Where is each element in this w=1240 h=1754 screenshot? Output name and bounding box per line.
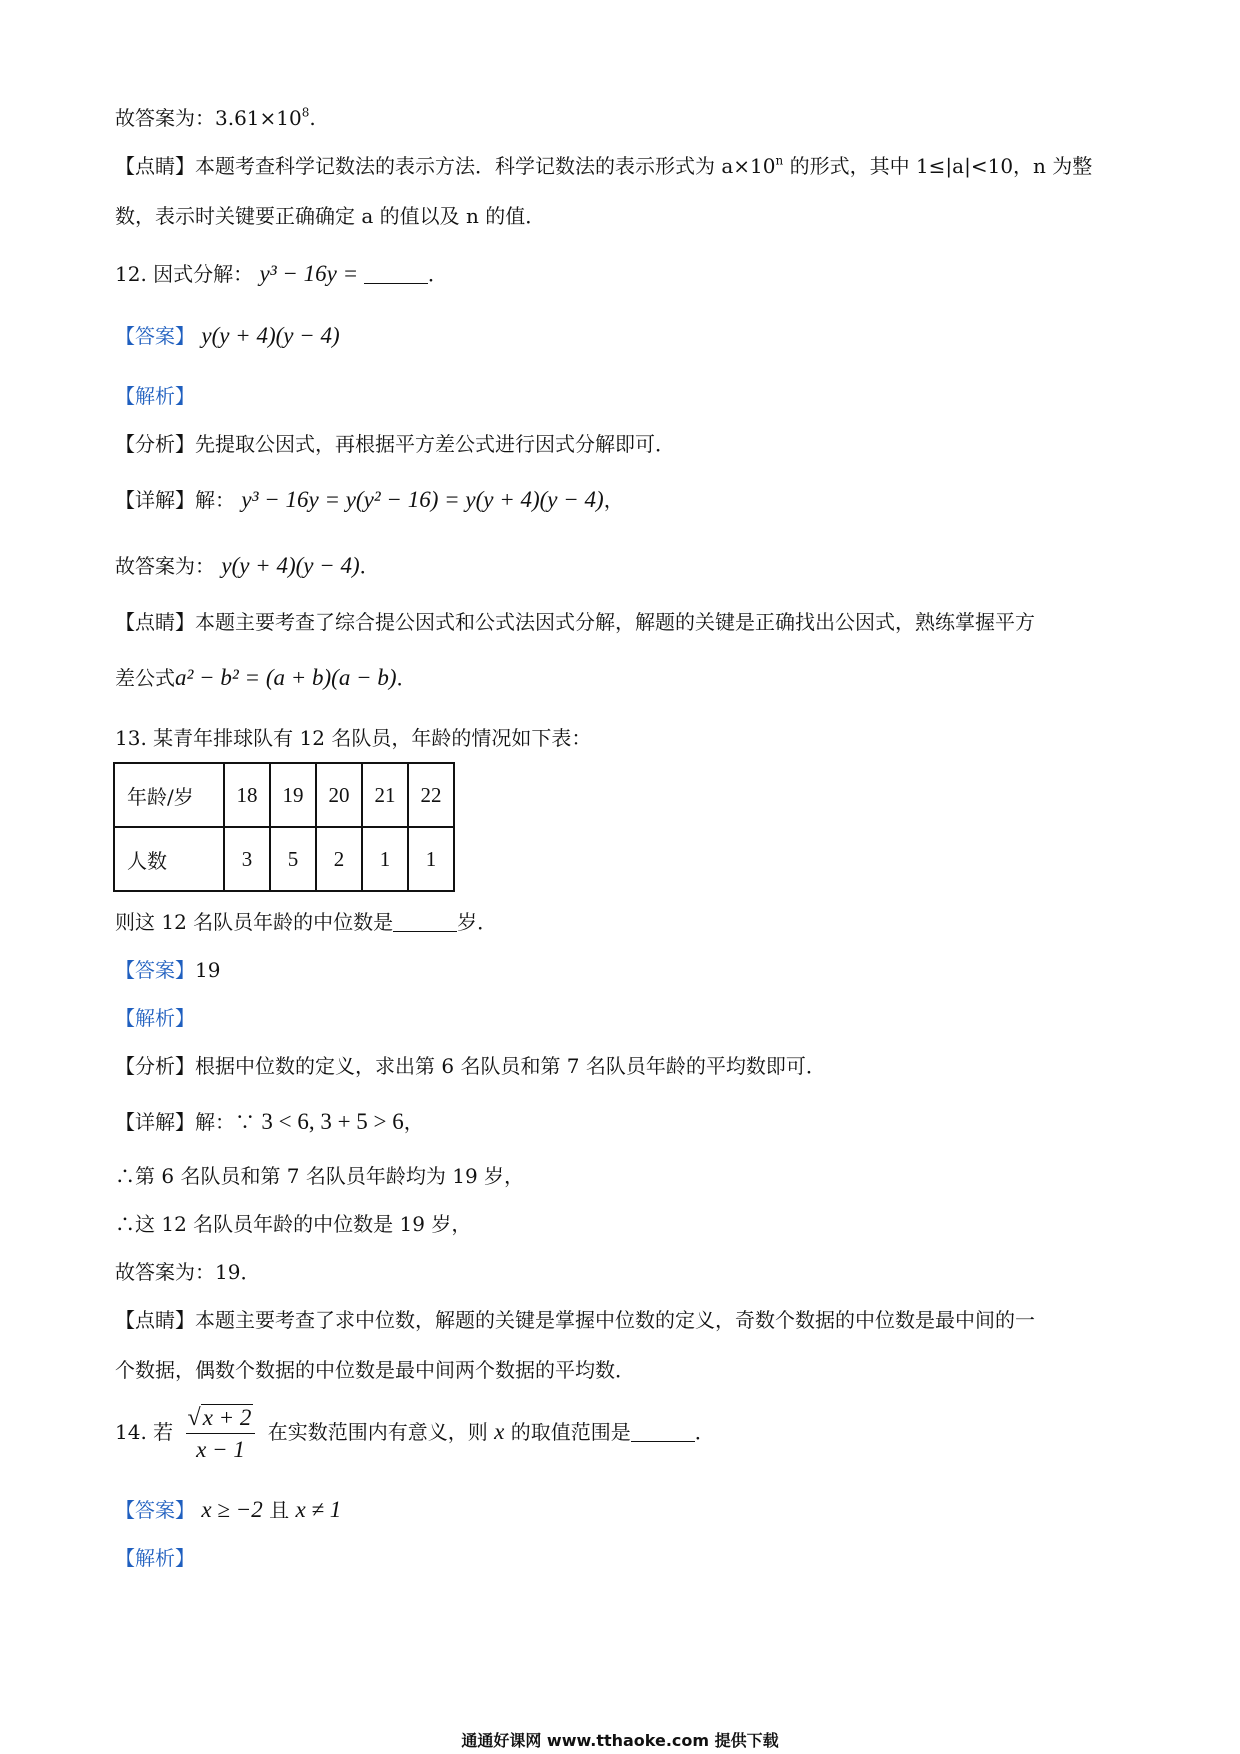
table-cell: 22 [408,763,454,827]
text-line: ∴这 12 名队员年龄的中位数是 19 岁， [115,1212,472,1236]
table-row [114,827,454,891]
fraction-denominator: x − 1 [196,1436,245,1462]
analysis-line [115,1054,826,1078]
text-line [115,1308,1035,1332]
text-line [115,552,380,580]
text: 的取值范围是 [510,1420,631,1445]
text: 解：∵ [195,1110,255,1134]
text: 岁． [457,910,498,934]
math-variable: x [494,1419,505,1445]
table-cell: 5 [270,827,316,891]
text: 的形式，其中 1≤|a|<10，n 为整 [783,154,1093,178]
tag-jiexi: 【解析】 [115,384,195,408]
table-header-cell: 年龄/岁 [114,763,224,827]
text: ． [396,666,417,690]
tag-xiangjie: 【详解】 [115,488,195,512]
tag-answer: 【答案】 [115,958,195,982]
table-cell: 19 [270,763,316,827]
math-expression: y(y + 4)(y − 4) [201,323,340,348]
math-expression: 3 < 6, 3 + 5 > 6 [261,1109,404,1134]
table-cell: 1 [408,827,454,891]
answer-blank [393,911,457,932]
table-cell: 18 [224,763,270,827]
table-cell: 20 [316,763,362,827]
tag-dianjing: 【点睛】 [115,1308,195,1332]
table-cell: 2 [316,827,362,891]
table-row [114,763,454,827]
text-line [115,610,1035,634]
text-line: ∴第 6 名队员和第 7 名队员年龄均为 19 岁， [115,1164,525,1188]
text-line: 故答案为：19． [115,1260,261,1284]
text: 且 [269,1498,290,1522]
detail-line [115,1108,424,1136]
math-expression: y³ − 16y = y(y² − 16) = y(y + 4)(y − 4) [241,487,604,512]
radical-sign-icon: √ [187,1405,201,1431]
answer-line [115,322,340,350]
sqrt [188,1404,254,1433]
exponent: n [775,153,784,168]
math-expression: x ≥ −2 [201,1497,263,1522]
answer-value: 19 [195,958,221,982]
text: ， [403,1110,424,1134]
table-header-cell: 人数 [114,827,224,891]
question-label: 14. 若 [115,1420,174,1445]
table-cell: 1 [362,827,408,891]
tag-fenxi: 【分析】 [115,432,195,456]
math-expression: a² − b² = (a + b)(a − b) [175,665,397,690]
tag-jiexi: 【解析】 [115,1546,195,1570]
table-cell: 3 [224,827,270,891]
text: 先提取公因式，再根据平方差公式进行因式分解即可． [195,432,675,456]
text: 故答案为： [115,554,215,578]
text-line [115,106,316,130]
answer-blank [364,263,428,284]
text: 本题考查科学记数法的表示方法．科学记数法的表示形式为 a×10 [195,154,776,178]
text: 则这 12 名队员年龄的中位数是 [115,910,394,934]
detail-line [115,486,624,514]
tag-fenxi: 【分析】 [115,1054,195,1078]
question-12 [115,260,448,288]
text: 差公式 [115,666,175,690]
text-line [115,154,1092,178]
question-14 [115,1404,715,1463]
text: 本题主要考查了求中位数，解题的关键是掌握中位数的定义，奇数个数据的中位数是最中间的一 [195,1308,1035,1332]
page-footer: 通通好课网 www.tthaoke.com 提供下载 [461,1731,779,1750]
fraction-numerator [186,1404,256,1434]
tag-dianjing: 【点睛】 [115,154,195,178]
text: 在实数范围内有意义，则 [267,1420,488,1445]
question-label: 12. 因式分解： [115,262,254,286]
text: . [309,106,316,130]
tag-answer: 【答案】 [115,324,195,348]
answer-blank [631,1421,695,1442]
text: 数，表示时关键要正确确定 a 的值以及 n 的值． [115,204,546,228]
tag-jiexi: 【解析】 [115,1006,195,1030]
text-line [115,910,497,934]
text: 故答案为：3.61×10 [115,106,302,130]
text: 根据中位数的定义，求出第 6 名队员和第 7 名队员年龄的平均数即可． [195,1054,826,1078]
math-expression: x ≠ 1 [295,1497,342,1522]
analysis-line [115,432,675,456]
text-line [115,664,417,692]
tag-xiangjie: 【详解】 [115,1110,195,1134]
text: ． [359,554,380,578]
tag-dianjing: 【点睛】 [115,610,195,634]
fraction [186,1404,256,1463]
text: ． [427,262,448,286]
age-table [113,762,455,892]
question-13: 13. 某青年排球队有 12 名队员，年龄的情况如下表： [115,726,592,750]
tag-answer: 【答案】 [115,1498,195,1522]
text: ． [694,1420,715,1445]
math-expression: y³ − 16y = [259,261,364,286]
math-expression: y(y + 4)(y − 4) [221,553,360,578]
answer-line [115,958,220,982]
text-line: 个数据，偶数个数据的中位数是最中间两个数据的平均数． [115,1358,635,1382]
text: 解： [195,488,235,512]
text-line [115,204,545,228]
radicand: x + 2 [202,1405,252,1430]
text: 本题主要考查了综合提公因式和公式法因式分解，解题的关键是正确找出公因式，熟练掌握平方 [195,610,1035,634]
table-cell: 21 [362,763,408,827]
answer-line [115,1496,341,1524]
text: ， [603,488,624,512]
exponent: 8 [301,105,310,120]
